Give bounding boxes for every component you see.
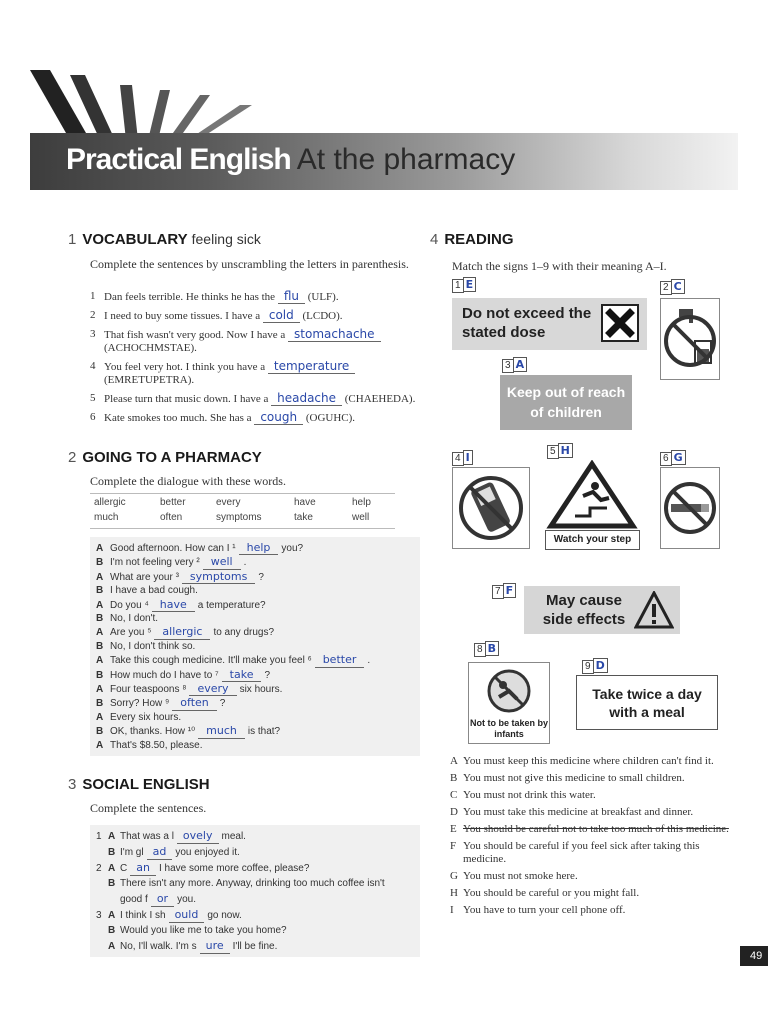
sign-label-4: 4 I bbox=[450, 452, 475, 466]
social-line bbox=[96, 876, 414, 891]
social-line bbox=[96, 891, 414, 907]
speaker: B bbox=[96, 640, 104, 652]
sign-keep-out-of-reach: Keep out of reach of children bbox=[500, 375, 632, 430]
social-text: Would you like me to take you home? bbox=[120, 925, 287, 936]
word-box-item: allergic bbox=[94, 497, 126, 508]
dialogue-text-end: you? bbox=[281, 543, 304, 554]
no-drinking-icon bbox=[661, 299, 719, 379]
dialogue-line bbox=[96, 541, 414, 555]
dialogue-text: Take this cough medicine. It'll make you feel ⁶ bbox=[110, 655, 312, 667]
meaning-item bbox=[450, 789, 742, 802]
speaker: A bbox=[108, 831, 116, 842]
item-number: 3 bbox=[90, 328, 96, 340]
speaker: B bbox=[96, 726, 104, 738]
dialogue-line bbox=[96, 640, 414, 653]
sunburst-graphic bbox=[30, 70, 260, 140]
dialogue-text: How much do I have to ⁷ bbox=[110, 669, 219, 681]
meaning-text: You must not smoke here. bbox=[463, 870, 578, 882]
social-text: I think I sh bbox=[120, 910, 166, 921]
vocabulary-item bbox=[90, 411, 420, 425]
social-english-instruction: Complete the sentences. bbox=[90, 801, 207, 815]
social-line bbox=[96, 923, 414, 938]
sign-label-1: 1 E bbox=[450, 279, 478, 293]
dialogue-line bbox=[96, 625, 414, 639]
sign-label-2: 2 C bbox=[658, 281, 687, 295]
handwritten-answer: temperature bbox=[268, 359, 355, 374]
item-number: 2 bbox=[90, 309, 96, 321]
dialogue-line bbox=[96, 612, 414, 625]
handwritten-answer: much bbox=[198, 724, 245, 738]
item-number: 5 bbox=[90, 392, 96, 404]
sign-label-3: 3 A bbox=[500, 359, 529, 373]
word-box-item: often bbox=[160, 512, 183, 523]
handwritten-answer: stomachache bbox=[288, 327, 380, 342]
meaning-item bbox=[450, 823, 742, 836]
dialogue-line bbox=[96, 653, 414, 667]
handwritten-answer: an bbox=[130, 860, 156, 876]
meaning-letter: I bbox=[450, 904, 454, 916]
meaning-text: You have to turn your cell phone off. bbox=[463, 904, 626, 916]
speaker: A bbox=[108, 941, 116, 952]
handwritten-answer: every bbox=[189, 682, 236, 696]
vocabulary-item bbox=[90, 392, 420, 406]
vocabulary-list bbox=[90, 290, 420, 430]
handwritten-answer: take bbox=[222, 668, 262, 682]
sign-label-9: 9 D bbox=[580, 660, 610, 674]
item-clue: (LCDO). bbox=[302, 310, 343, 322]
sign-1-text: Do not exceed the stated dose bbox=[462, 305, 592, 341]
dialogue-text: Every six hours. bbox=[110, 711, 182, 723]
meaning-letter: B bbox=[450, 772, 458, 784]
speaker: A bbox=[96, 711, 104, 723]
speaker: A bbox=[96, 571, 104, 583]
dialogue-line bbox=[96, 682, 414, 696]
sign-may-cause-side-effects bbox=[524, 586, 680, 634]
handwritten-answer: ad bbox=[147, 844, 173, 860]
word-box-item: help bbox=[352, 497, 371, 508]
dialogue-text: Good afternoon. How can I ¹ bbox=[110, 543, 236, 554]
item-number: 1 bbox=[90, 290, 96, 302]
vocabulary-item bbox=[90, 328, 420, 355]
pharmacy-instruction: Complete the dialogue with these words. bbox=[90, 474, 286, 488]
item-number: 1 bbox=[96, 831, 102, 842]
word-box-item: symptoms bbox=[216, 512, 262, 523]
meaning-text: You should be careful or you might fall. bbox=[463, 887, 640, 899]
sign-label-6: 6 G bbox=[658, 452, 688, 466]
handwritten-answer: have bbox=[152, 598, 195, 612]
pharmacy-dialogue bbox=[90, 537, 420, 756]
social-text-end: meal. bbox=[221, 831, 246, 842]
word-box-item: much bbox=[94, 512, 119, 523]
meaning-letter: G bbox=[450, 870, 458, 882]
social-text: I'm gl bbox=[120, 847, 144, 858]
meaning-item bbox=[450, 806, 742, 819]
meanings-list bbox=[450, 755, 742, 921]
word-box-item: better bbox=[160, 497, 186, 508]
vocabulary-item bbox=[90, 309, 420, 323]
dialogue-text-end: ? bbox=[264, 669, 271, 681]
handwritten-answer: well bbox=[203, 555, 241, 569]
speaker: B bbox=[96, 557, 104, 569]
handwritten-answer: often bbox=[172, 696, 216, 710]
warning-icon bbox=[634, 591, 674, 629]
social-english-heading: 3 SOCIAL ENGLISH bbox=[68, 776, 210, 793]
item-text: Kate smokes too much. She has a bbox=[104, 412, 252, 424]
item-number: 4 bbox=[90, 360, 96, 372]
sign-7-text: May cause side effects bbox=[542, 592, 626, 628]
speaker: B bbox=[108, 847, 116, 858]
page-title: Practical English At the pharmacy bbox=[66, 143, 516, 176]
item-text: Dan feels terrible. He thinks he has the bbox=[104, 291, 276, 303]
dialogue-text-end: is that? bbox=[247, 726, 281, 738]
meaning-letter: E bbox=[450, 823, 457, 835]
dialogue-text: What are your ³ bbox=[110, 571, 179, 583]
dialogue-text: I have a bad cough. bbox=[110, 585, 198, 597]
social-line bbox=[96, 938, 414, 954]
speaker: B bbox=[96, 669, 104, 681]
meaning-item bbox=[450, 772, 742, 785]
word-box-item: every bbox=[216, 497, 241, 508]
cross-icon bbox=[601, 304, 639, 342]
pharmacy-heading: 2 GOING TO A PHARMACY bbox=[68, 449, 262, 466]
vocabulary-item bbox=[90, 360, 420, 387]
warning-step-icon bbox=[545, 460, 640, 530]
dialogue-line bbox=[96, 739, 414, 752]
dialogue-text-end: to any drugs? bbox=[213, 627, 275, 639]
dialogue-text-end: ? bbox=[258, 571, 264, 583]
handwritten-answer: flu bbox=[278, 289, 305, 304]
meaning-text: You must not drink this water. bbox=[463, 789, 596, 801]
item-clue: (CHAEHEDA). bbox=[344, 393, 416, 405]
speaker: A bbox=[108, 863, 116, 874]
speaker: B bbox=[96, 613, 104, 625]
speaker: A bbox=[96, 655, 104, 667]
social-line bbox=[96, 828, 414, 844]
speaker: B bbox=[96, 585, 104, 597]
meaning-letter: D bbox=[450, 806, 458, 818]
meaning-item bbox=[450, 870, 742, 883]
social-line bbox=[96, 860, 414, 876]
social-text: No, I'll walk. I'm s bbox=[120, 941, 197, 952]
dialogue-line bbox=[96, 570, 414, 584]
item-clue: (ACHOCHMSTAE). bbox=[104, 342, 197, 354]
dialogue-line bbox=[96, 696, 414, 710]
handwritten-answer: or bbox=[151, 891, 174, 907]
meaning-text: You should be careful not to take too much of this medicine. bbox=[463, 823, 729, 835]
social-text-end: you. bbox=[177, 894, 196, 905]
watch-your-step-sign bbox=[545, 460, 640, 550]
meaning-letter: A bbox=[450, 755, 458, 767]
sign-label-8: 8 B bbox=[472, 643, 501, 657]
item-clue: (OGUHC). bbox=[305, 412, 356, 424]
speaker: A bbox=[96, 543, 104, 554]
sign-5-text: Watch your step bbox=[545, 530, 640, 550]
dialogue-text-end: a temperature? bbox=[197, 599, 266, 611]
meaning-text: You should be careful if you feel sick after taking this medicine. bbox=[463, 840, 700, 865]
social-text: good f bbox=[120, 894, 148, 905]
dialogue-line bbox=[96, 711, 414, 724]
handwritten-answer: help bbox=[239, 541, 279, 555]
item-number: 2 bbox=[96, 863, 102, 874]
reading-heading: 4 READING bbox=[430, 231, 514, 248]
word-box-item: have bbox=[294, 497, 316, 508]
dialogue-text-end: six hours. bbox=[239, 684, 283, 696]
handwritten-answer: allergic bbox=[154, 625, 210, 639]
dialogue-line bbox=[96, 724, 414, 738]
social-text-end: you enjoyed it. bbox=[175, 847, 240, 858]
no-drinking-water-sign bbox=[660, 298, 720, 380]
social-text: C bbox=[120, 863, 128, 874]
not-for-infants-sign bbox=[468, 662, 550, 744]
dialogue-text: No, I don't think so. bbox=[110, 640, 196, 652]
no-smoking-sign bbox=[660, 467, 720, 549]
speaker: A bbox=[96, 599, 104, 611]
no-cell-phone-sign bbox=[452, 467, 530, 549]
word-box bbox=[90, 493, 395, 529]
meaning-letter: F bbox=[450, 840, 457, 852]
item-clue: (ULF). bbox=[307, 291, 339, 303]
social-text: There isn't any more. Anyway, drinking too much coffee isn't bbox=[120, 878, 385, 889]
handwritten-answer: cough bbox=[254, 410, 303, 425]
word-box-item: take bbox=[294, 512, 313, 523]
dialogue-text: Sorry? How ⁹ bbox=[110, 698, 170, 710]
page-number: 49 bbox=[740, 946, 768, 966]
dialogue-text: OK, thanks. How ¹⁰ bbox=[110, 726, 196, 738]
speaker: B bbox=[108, 925, 116, 936]
vocabulary-instruction: Complete the sentences by unscrambling the letters in parenthesis. bbox=[90, 257, 409, 271]
dialogue-text: Four teaspoons ⁸ bbox=[110, 684, 187, 696]
sign-take-twice-a-day: Take twice a day with a meal bbox=[576, 675, 718, 730]
social-line bbox=[96, 907, 414, 923]
dialogue-text: Do you ⁴ bbox=[110, 599, 149, 611]
meaning-item bbox=[450, 755, 742, 768]
dialogue-text: No, I don't. bbox=[110, 613, 159, 625]
speaker: B bbox=[96, 698, 104, 710]
item-text: You feel very hot. I think you have a bbox=[104, 361, 266, 373]
meaning-item bbox=[450, 904, 742, 917]
sign-do-not-exceed-dose bbox=[452, 298, 647, 350]
item-text: That fish wasn't very good. Now I have a bbox=[104, 329, 286, 341]
dialogue-line bbox=[96, 598, 414, 612]
speaker: A bbox=[96, 627, 104, 639]
dialogue-line bbox=[96, 555, 414, 569]
social-text-end: I have some more coffee, please? bbox=[158, 863, 310, 874]
social-text-end: go now. bbox=[207, 910, 242, 921]
social-english-exercise bbox=[90, 825, 420, 957]
handwritten-answer: symptoms bbox=[182, 570, 255, 584]
dialogue-line bbox=[96, 668, 414, 682]
sign-8-text: Not to be taken by infants bbox=[469, 718, 548, 739]
word-box-item: well bbox=[352, 512, 370, 523]
dialogue-text: I'm not feeling very ² bbox=[110, 557, 200, 569]
item-text: Please turn that music down. I have a bbox=[104, 393, 269, 405]
handwritten-answer: ure bbox=[200, 938, 230, 954]
handwritten-answer: better bbox=[315, 653, 365, 667]
no-phone-icon bbox=[453, 468, 529, 548]
speaker: A bbox=[96, 739, 104, 751]
meaning-letter: C bbox=[450, 789, 458, 801]
dialogue-text-end: . bbox=[243, 557, 247, 569]
meaning-text: You must not give this medicine to small children. bbox=[463, 772, 685, 784]
dialogue-text-end: ? bbox=[219, 698, 226, 710]
meaning-text: You must keep this medicine where children can't find it. bbox=[463, 755, 714, 767]
vocabulary-heading: 1 VOCABULARY feeling sick bbox=[68, 231, 261, 248]
reading-instruction: Match the signs 1–9 with their meaning A–I. bbox=[452, 259, 667, 273]
handwritten-answer: cold bbox=[263, 308, 300, 323]
handwritten-answer: ovely bbox=[177, 828, 219, 844]
social-text: That was a l bbox=[120, 831, 174, 842]
vocabulary-item bbox=[90, 290, 420, 304]
dialogue-text: Are you ⁵ bbox=[110, 627, 152, 639]
social-text-end: I'll be fine. bbox=[232, 941, 278, 952]
item-number: 6 bbox=[90, 411, 96, 423]
meaning-text: You must take this medicine at breakfast and dinner. bbox=[463, 806, 694, 818]
handwritten-answer: headache bbox=[271, 391, 342, 406]
item-text: I need to buy some tissues. I have a bbox=[104, 310, 261, 322]
social-line bbox=[96, 844, 414, 860]
speaker: B bbox=[108, 878, 116, 889]
sign-label-5: 5 H bbox=[545, 445, 575, 459]
no-infants-icon bbox=[485, 667, 533, 715]
meaning-letter: H bbox=[450, 887, 458, 899]
dialogue-text: That's $8.50, please. bbox=[110, 739, 203, 751]
dialogue-line bbox=[96, 584, 414, 597]
no-smoking-icon bbox=[661, 468, 719, 548]
dialogue-text-end: . bbox=[367, 655, 371, 667]
meaning-item bbox=[450, 840, 742, 866]
handwritten-answer: ould bbox=[169, 907, 205, 923]
meaning-item bbox=[450, 887, 742, 900]
item-clue: (EMRETUPETRA). bbox=[104, 374, 195, 386]
item-number: 3 bbox=[96, 910, 102, 921]
speaker: A bbox=[96, 684, 104, 696]
sign-label-7: 7 F bbox=[490, 585, 518, 599]
speaker: A bbox=[108, 910, 116, 921]
